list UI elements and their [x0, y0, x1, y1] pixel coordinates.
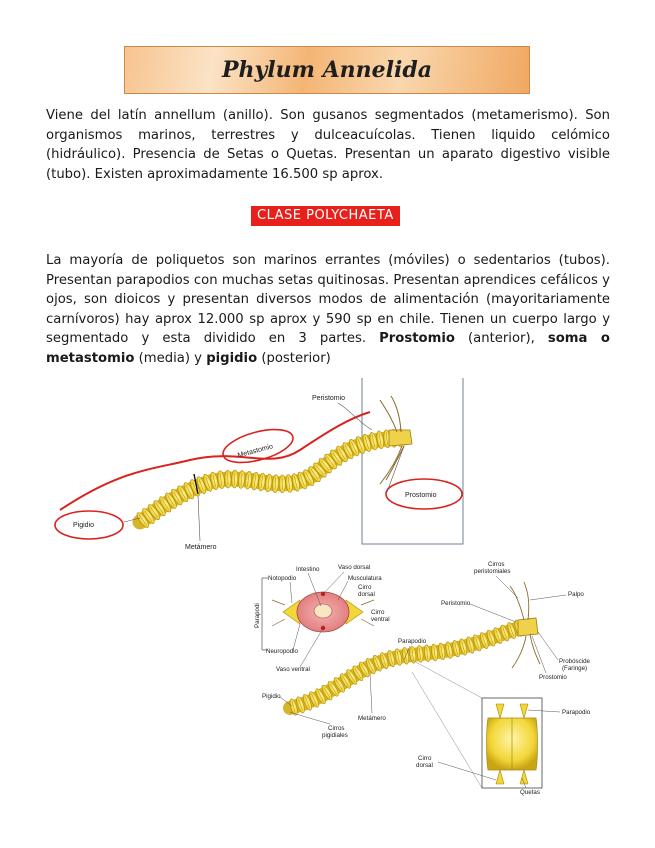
- label-neuropodio: Neuropodio: [266, 648, 298, 655]
- label-vaso-dorsal: Vaso dorsal: [338, 564, 371, 571]
- label-parapodio-r: Parapodio: [562, 709, 591, 716]
- term-prostomio: Prostomio: [379, 331, 455, 346]
- worm-head: [389, 430, 412, 446]
- tube-outline: [362, 378, 463, 544]
- label-parapodio-b: Parapodio: [398, 638, 427, 645]
- leader-peristomio: [338, 403, 372, 430]
- leader-prostomio: [387, 446, 404, 492]
- page-title: Phylum Annelida: [221, 57, 433, 83]
- inset-guide-top: [412, 660, 482, 698]
- term-pigidio-desc: (posterior): [257, 350, 331, 366]
- label-cirros-pig-2: pigidiales: [322, 732, 348, 739]
- term-soma-desc: (media) y: [134, 350, 207, 366]
- label-palpo: Palpo: [568, 591, 584, 598]
- label-cirro-dorsal-1: Cirro: [358, 584, 372, 591]
- label-cirros-peri-2: peristomiales: [474, 568, 511, 575]
- term-soma: soma o metastomio: [46, 331, 610, 366]
- label-proboscide-2: (Faringe): [562, 665, 588, 672]
- label-prostomio: Prostomio: [405, 492, 437, 499]
- label-metastomio: Metastomio: [237, 443, 274, 460]
- worm-head-lower: [518, 618, 538, 636]
- label-vaso-ventral: Vaso ventral: [276, 666, 310, 673]
- label-cirro-dorsal-b1: Cirro: [418, 755, 432, 762]
- ventral-vessel: [321, 626, 325, 630]
- body-text: La mayoría de poliquetos son marinos errantes (móviles) o sedentarios (tubos). Presentan parapodios con muchas setas quitinosas. Presentan aprendices cefálicos y ojos, son dioicos y presentan diversos modos de alimentación (mayoritariamente carnívoros) hay aprox 12.000 sp aprox y 590 sp en chile. Tienen un cuerpo largo y segmentado y esta dividido en 3 partes.: [46, 253, 610, 346]
- label-cirro-dorsal-2: dorsal: [358, 591, 375, 598]
- label-proboscide-1: Probóscide: [559, 658, 590, 665]
- label-prostomio-b: Prostomio: [539, 674, 567, 681]
- label-cirros-peri-1: Cirros: [488, 561, 505, 568]
- label-intestino: Intestino: [296, 566, 320, 573]
- inset-guide-bottom: [412, 672, 482, 788]
- section-heading: CLASE POLYCHAETA: [251, 206, 400, 226]
- label-metamero: Metámero: [185, 544, 217, 551]
- metastomio-circle: [220, 423, 297, 469]
- label-notopodio: Notopodio: [268, 575, 297, 582]
- label-cirro-ventral-2: ventral: [371, 616, 390, 623]
- label-peristomio-b: Peristomio: [441, 600, 471, 607]
- label-pigidio: Pigidio: [73, 522, 95, 529]
- label-pigidio-b: Pigidio: [262, 693, 281, 700]
- leader-metamero: [198, 496, 200, 541]
- intestine: [314, 604, 332, 618]
- label-parapodi: Parapodi: [254, 603, 261, 628]
- cross-section: [254, 564, 390, 673]
- label-quetas: Quetas: [520, 789, 540, 796]
- label-metamero-b: Metámero: [358, 715, 386, 722]
- label-cirro-ventral-1: Cirro: [371, 609, 385, 616]
- intro-paragraph: Viene del latín annellum (anillo). Son gusanos segmentados (metamerismo). Son organismos marinos, terrestres y dulceacuícolas. Tienen liquido celómico (hidráulico). Presencia de Setas o Quetas. Presentan un aparato digestivo visible (tubo). Existen aproximadamente 16.500 sp aprox.: [46, 108, 610, 182]
- worm-figure-bottom: [254, 561, 591, 796]
- label-cirro-dorsal-b2: dorsal: [416, 762, 433, 769]
- worm-figure-top: [55, 378, 463, 551]
- label-peristomio: Peristomio: [312, 395, 346, 402]
- label-musculatura: Musculatura: [348, 575, 382, 582]
- term-prostomio-desc: (anterior),: [454, 331, 548, 346]
- label-cirros-pig-1: Cirros: [328, 725, 345, 732]
- term-pigidio: pigidio: [206, 350, 258, 366]
